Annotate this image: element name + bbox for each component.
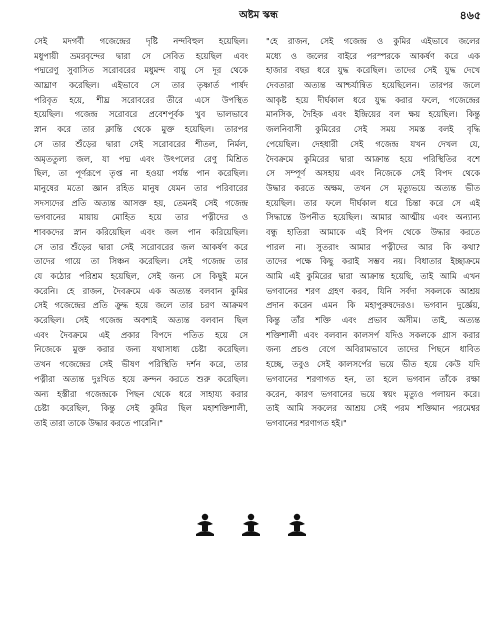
text-line: জন্য প্রচণ্ড বেগে অবিরামভাবে তাদের পিছনে ধাবিত bbox=[266, 344, 480, 355]
text-line: মধ্যে ও জলের বাইরে পরস্পরকে আকর্ষণ করে এক bbox=[266, 50, 480, 61]
text-line: প্রদান করেন এমন কি মহাপুরুষদেরও। ভগবান দুর্জ্ঞেয়, bbox=[266, 300, 480, 311]
ornament-icon bbox=[239, 512, 263, 538]
running-header: অষ্টম স্কন্ধ bbox=[239, 10, 278, 21]
text-line: হাজার বছর ধরে যুদ্ধ করেছিল। তাদের সেই যুদ্ধ দেখে bbox=[266, 65, 480, 76]
text-line: দেবতারা অত্যন্ত আশ্চর্যান্বিত হয়েছিলেন। তারপর জলে bbox=[266, 80, 480, 91]
text-line: পারল না। সুতরাং আমার পত্নীদের আর কি কথা? bbox=[266, 241, 480, 252]
text-line: তাই আমি সকলের আশ্রয় সেই পরম শক্তিমান পরমেশ্বর bbox=[266, 403, 480, 414]
text-line: তাদের পক্ষে কিছু করাই সম্ভব নয়। বিধাতার ইচ্ছাক্রমে bbox=[266, 256, 480, 267]
text-line: স্নান করে তার ক্লান্তি থেকে মুক্ত হয়েছিল। তারপর bbox=[34, 124, 248, 135]
text-line: তাই তারা তাকে উদ্ধার করতে পারেনি।" bbox=[34, 417, 163, 428]
text-line: পেয়েছিল। দেহধারী সেই গজেন্দ্র যখন দেখল যে, bbox=[266, 138, 480, 149]
text-line: শক্তিশালী এবং বলবান কালসর্প যদিও সকলকে গ্রাস করার bbox=[266, 329, 480, 340]
text-line: পরিবৃত হয়ে, শীঘ্র সরোবরের তীরে এসে উপস্থিত bbox=[34, 94, 248, 105]
ornament-icon bbox=[285, 512, 309, 538]
left-column bbox=[34, 34, 248, 431]
text-line: সেই মদগর্বী গজেন্দ্রের দৃষ্টি নন্দবিহুল হয়েছিল। bbox=[34, 36, 248, 46]
text-line: ভগবানের মায়ায় মোহিত হয়ে তার পত্নীদের ও bbox=[34, 212, 248, 223]
text-line: হয়েছিল। তার ফলে দীর্ঘকাল ধরে চিন্তা করে সে এই bbox=[266, 197, 480, 208]
text-line: চেষ্টা করেছিল, কিন্তু সেই কুমির ছিল মহাশক্তিশালী, bbox=[34, 403, 248, 414]
text-line: অন্য হস্তীরা গজেন্দ্রকে পিছন থেকে ধরে সাহায্য করার bbox=[34, 388, 248, 399]
text-line: আকৃষ্ট হয়ে দীর্ঘকাল ধরে যুদ্ধ করার ফলে, গজেন্দ্রের bbox=[266, 94, 480, 105]
text-line: ভগবানের শরণ গ্রহণ করব, যিনি সর্বদা সকলকে আশ্রয় bbox=[266, 285, 480, 296]
text-line: পত্নীরা অত্যন্ত দুঃখিত হয়ে ক্রন্দন করতে শুরু করেছিল। bbox=[34, 373, 248, 384]
text-line: আঘ্রাণ করেছিল। এইভাবে সে তার তৃষ্ণার্ত পার্ষদ bbox=[34, 80, 248, 91]
text-line: বন্ধু হাতিরা আমাকে এই বিপদ থেকে উদ্ধার করতে bbox=[266, 226, 480, 237]
ornament-icon bbox=[193, 512, 217, 538]
text-line: করেনি। হে রাজন, দৈবক্রমে এক অত্যন্ত বলবান কুমির bbox=[34, 285, 248, 296]
text-line: মধুপায়ী ভ্রমরবৃন্দের দ্বারা সে সেবিত হয়েছিল এবং bbox=[34, 50, 248, 61]
text-line: অমৃততুল্য জল, যা পদ্ম এবং উৎপলের রেণু মিশ্রিত bbox=[34, 153, 248, 164]
ornament-row bbox=[0, 512, 501, 542]
text-line: হয়েছিল। গজেন্দ্র সরোবরে প্রবেশপূর্বক খুব ভালভাবে bbox=[34, 109, 248, 120]
text-line: করেন, কারণ ভগবানের ভয়ে স্বয়ং মৃত্যুও পলায়ন করে। bbox=[266, 388, 480, 399]
text-line: পদ্মরেণু সুবাসিত সরোবরের মধুমন্দ বায়ু সে দূর থেকে bbox=[34, 65, 248, 76]
text-line: সেই গজেন্দ্রের প্রতি ক্রুদ্ধ হয়ে জলে তার চরণ আক্রমণ bbox=[34, 300, 248, 311]
text-line: দৈবক্রমে কুমিরের দ্বারা আক্রান্ত হয়ে পরিস্থিতির বশে bbox=[266, 153, 480, 164]
text-line: "হে রাজন, সেই গজেন্দ্র ও কুমির এইভাবে জলের bbox=[266, 36, 480, 46]
right-column bbox=[266, 34, 480, 431]
text-line: মানুষের মতো জ্ঞান রহিত মানুষ যেমন তার পরিবারের bbox=[34, 182, 248, 193]
text-line: তাদের গায়ে তা সিঞ্চন করেছিল। সেই গজেন্দ্র তার bbox=[34, 256, 248, 267]
text-line: আমি এই কুমিরের দ্বারা আক্রান্ত হয়েছি, তাই আমি এখন bbox=[266, 271, 480, 281]
text-line: ভগবানের শরণাগত হন, তা হলে ভগবান তাঁকে রক্ষা bbox=[266, 373, 480, 384]
text-line: নিজেকে মুক্ত করার জন্য যথাসাধ্য চেষ্টা করেছিল। bbox=[34, 344, 248, 355]
text-line: সিদ্ধান্তে উপনীত হয়েছিল। আমার আত্মীয় এবং অন্যান্য bbox=[266, 212, 480, 223]
text-line: করেছিল। সেই গজেন্দ্র অবশ্যই অত্যন্ত বলবান ছিল bbox=[34, 315, 248, 326]
text-line: হচ্ছে, তবুও সেই কালসর্পের ভয়ে ভীত হয়ে কেউ যদি bbox=[266, 359, 480, 370]
text-line: সে সম্পূর্ণ অসহায় এবং নিজেকে সেই বিপদ থেকে bbox=[266, 168, 480, 179]
text-line: সে তার শুঁড়ের দ্বারা সেই সরোবরের জল আকর্ষণ করে bbox=[34, 241, 248, 252]
text-line: ভগবানের শরণাগত হই।" bbox=[266, 417, 347, 428]
text-line: শাবকদের স্নান করিয়েছিল এবং জল পান করিয়েছিল। bbox=[34, 226, 248, 237]
page-number: ৪৬৫ bbox=[459, 9, 481, 22]
text-line: সদস্যদের প্রতি অত্যন্ত আসক্ত হয়, তেমনই সেই গজেন্দ্র bbox=[34, 197, 248, 208]
text-line: মানসিক, দৈহিক এবং ইন্দ্রিয়ের বল ক্ষয় হয়েছিল। কিন্তু bbox=[266, 109, 480, 120]
text-line: জলনিবাসী কুমিরের সেই সময় সমস্ত বলই বৃদ্ধি bbox=[266, 124, 480, 135]
text-line: যে কঠোর পরিশ্রম হয়েছিল, সেই জন্য সে কিছুই মনে bbox=[34, 271, 248, 281]
text-line: তখন গজেন্দ্রের সেই ভীষণ পরিস্থিতি দর্শন করে, তার bbox=[34, 359, 248, 370]
text-line: এবং দৈবক্রমে এই প্রকার বিপদে পতিত হয়ে সে bbox=[34, 329, 248, 340]
page-header bbox=[36, 8, 481, 24]
text-line: ছিল, তা পূর্ণরূপে তৃপ্ত না হওয়া পর্যন্ত পান করেছিল। bbox=[34, 168, 248, 179]
text-line: উদ্ধার করতে অক্ষম, তখন সে মৃত্যুভয়ে অত্যন্ত ভীত bbox=[266, 182, 480, 193]
text-line: কিন্তু তাঁর শক্তি এবং প্রভাব অসীম। তাই, অত্যন্ত bbox=[266, 315, 480, 326]
text-line: সে তার শুঁড়ের দ্বারা সেই সরোবরের শীতল, নির্মল, bbox=[34, 138, 248, 149]
